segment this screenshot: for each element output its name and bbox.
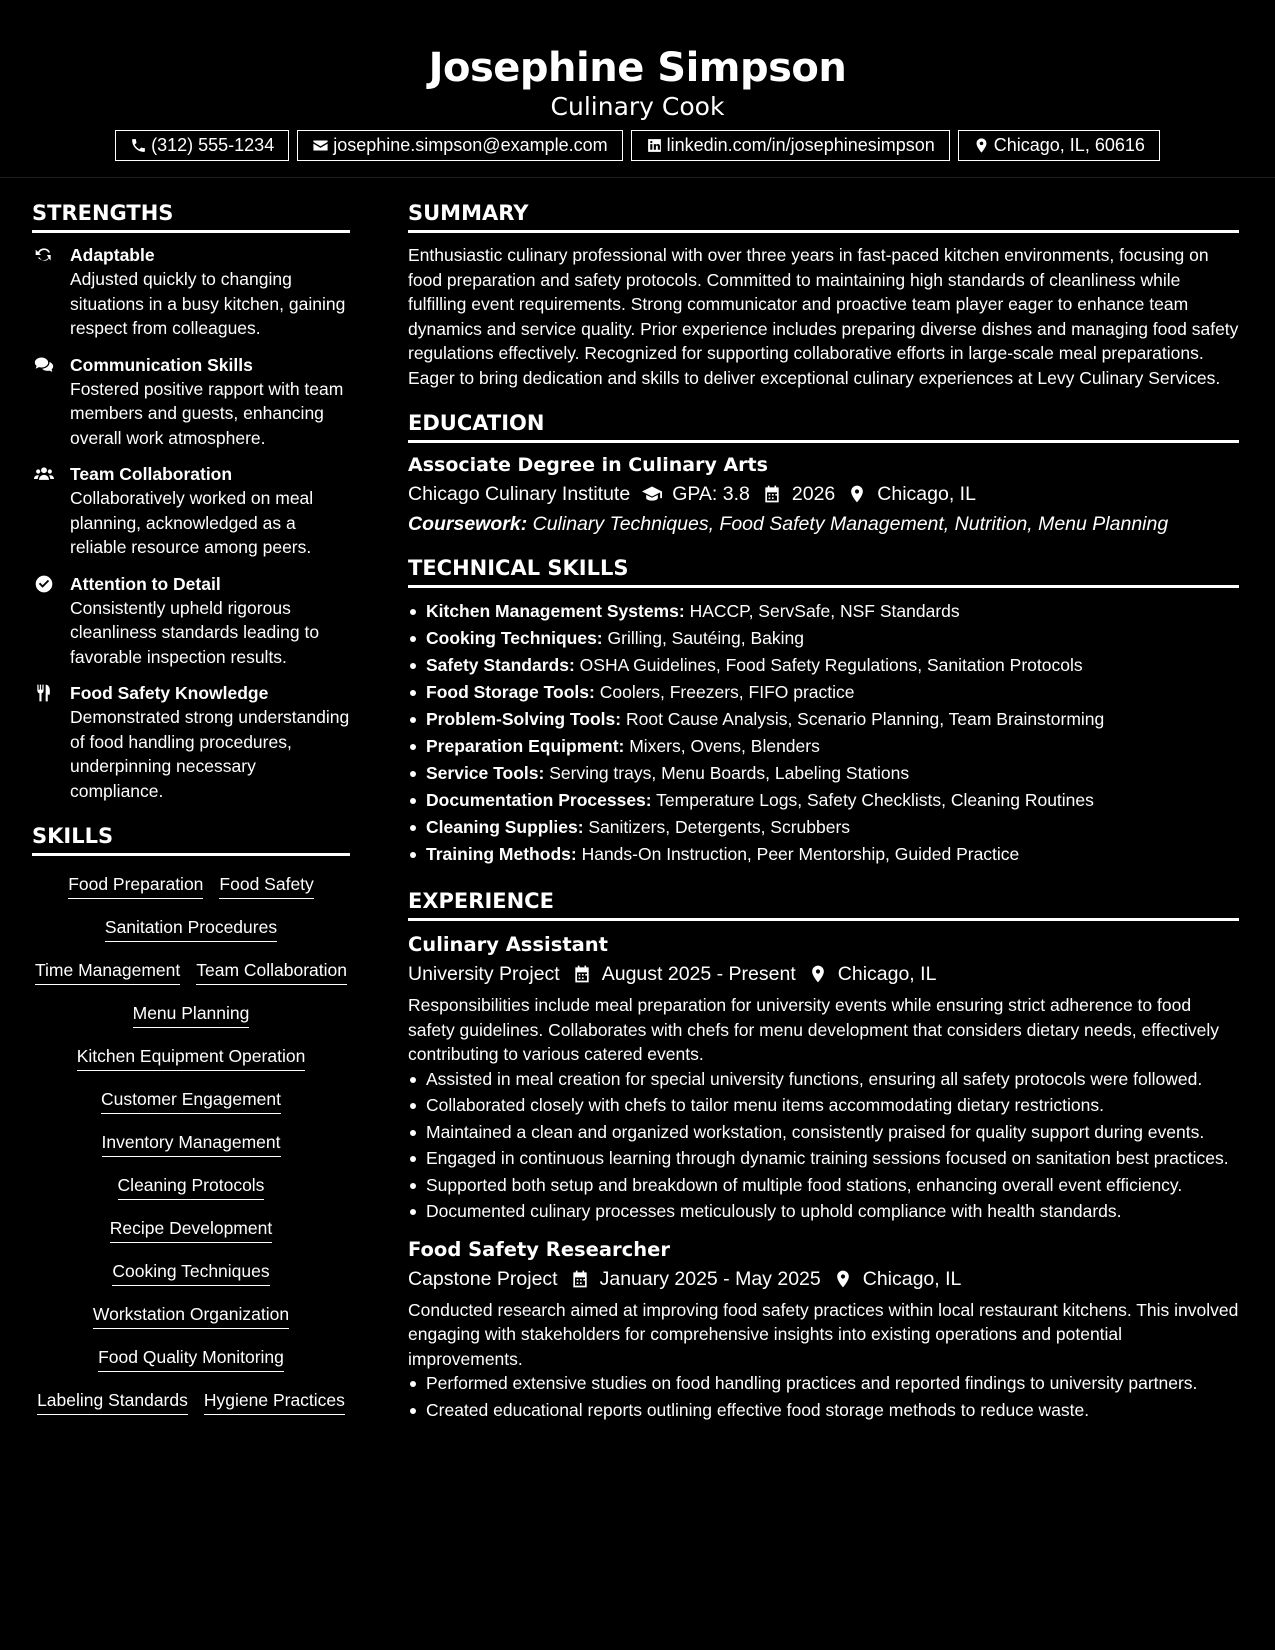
skill-values: Serving trays, Menu Boards, Labeling Stations [549,763,910,783]
coursework [408,509,1239,539]
calendar-icon [572,964,592,984]
strength-title: Adaptable [70,245,155,265]
skill-category: Preparation Equipment: [426,736,625,756]
summary-heading: SUMMARY [408,198,1239,233]
contact-phone[interactable] [115,130,289,161]
skill-tag: Workstation Organization [93,1302,289,1329]
skill-tag: Food Preparation [68,872,203,899]
skill-tag: Sanitation Procedures [105,915,277,942]
users-icon [34,464,54,484]
map-pin-icon [833,1269,853,1289]
strength-item [32,462,350,560]
list-item [408,760,1239,787]
skill-values: Sanitizers, Detergents, Scrubbers [588,817,851,837]
list-item [408,733,1239,760]
contact-email[interactable] [297,130,622,161]
job-meta [408,959,1239,989]
list-item: Created educational reports outlining effective food storage methods to reduce waste. [408,1398,1239,1423]
contact-location[interactable] [958,130,1160,161]
summary-text: Enthusiastic culinary professional with over three years in fast-paced kitchen environments, focusing on food preparation and safety protocols. Committed to maintaining high standards of cleanliness while fulfilling event requirements. Strong communicator and proactive team player eager to enhance team dynamics and service quality. Prior experience includes preparing diverse dishes and managing food safety regulations effectively. Recognized for supporting collaborative efforts in large-scale meal preparations. Eager to bring dedication and skills to deliver exceptional culinary experiences at Levy Culinary Services. [408,245,1239,388]
skill-tag: Cooking Techniques [112,1259,269,1286]
skill-values: Grilling, Sautéing, Baking [607,628,804,648]
strength-desc: Consistently upheld rigorous cleanliness standards leading to favorable inspection results. [70,597,320,667]
skill-values: HACCP, ServSafe, NSF Standards [689,601,960,621]
skill-tag: Team Collaboration [196,958,347,985]
school-name: Chicago Culinary Institute [408,483,631,505]
strength-title: Team Collaboration [70,464,233,484]
gpa: GPA: 3.8 [672,483,750,505]
list-item [408,679,1239,706]
comments-icon [34,355,54,375]
skill-values: Coolers, Freezers, FIFO practice [599,682,855,702]
left-column [32,198,350,1431]
calendar-icon [570,1269,590,1289]
contact-linkedin[interactable] [631,130,950,161]
list-item [408,652,1239,679]
strength-title: Food Safety Knowledge [70,683,269,703]
skill-category: Cleaning Supplies: [426,817,584,837]
phone-icon [130,137,147,154]
strength-item [32,353,350,451]
strength-title: Attention to Detail [70,573,221,594]
skill-tag: Hygiene Practices [204,1388,345,1415]
experience-heading: EXPERIENCE [408,886,1239,921]
contact-bar [0,130,1275,161]
skill-values: Temperature Logs, Safety Checklists, Cleaning Routines [656,790,1094,810]
skill-category: Safety Standards: [426,655,575,675]
skills-list [32,872,350,1431]
skill-category: Kitchen Management Systems: [426,601,685,621]
skill-values: Hands-On Instruction, Peer Mentorship, Guided Practice [581,844,1020,864]
technical-skills-heading: TECHNICAL SKILLS [408,553,1239,588]
list-item: Documented culinary processes meticulously to uphold compliance with health standards. [408,1199,1239,1224]
skill-category: Documentation Processes: [426,790,652,810]
skill-tag: Labeling Standards [37,1388,188,1415]
skill-tag: Recipe Development [110,1216,272,1243]
list-item [408,841,1239,868]
skill-tag: Menu Planning [133,1001,250,1028]
strength-item [32,681,350,803]
envelope-icon [312,137,329,154]
skill-tag: Time Management [35,958,180,985]
skill-category: Training Methods: [426,844,577,864]
right-column [408,198,1239,1434]
job-description: Responsibilities include meal preparation for university events while ensuring strict adherence to food safety guidelines. Collaborates with chefs for menu development that considers dietary needs, effectively contributing to various catered events. [408,995,1219,1064]
job-location: Chicago, IL [862,1267,962,1290]
strength-title: Communication Skills [70,354,253,375]
list-item: Performed extensive studies on food handling practices and reported findings to university partners. [408,1371,1239,1396]
degree-title: Associate Degree in Culinary Arts [408,454,768,476]
candidate-name: Josephine Simpson [428,45,847,91]
list-item: Maintained a clean and organized workstation, consistently praised for quality support during events. [408,1120,1239,1145]
skill-category: Cooking Techniques: [426,628,603,648]
phone-text: (312) 555-1234 [151,135,275,155]
strength-item [32,572,350,670]
skill-tag: Food Quality Monitoring [98,1345,284,1372]
graduation-cap-icon [642,484,662,504]
skills-heading: SKILLS [32,821,350,856]
graduation-year: 2026 [791,483,836,505]
list-item: Engaged in continuous learning through dynamic training sessions focused on sanitation best practices. [408,1146,1239,1171]
skill-values: Mixers, Ovens, Blenders [629,736,820,756]
calendar-icon [762,484,782,504]
education-heading: EDUCATION [408,408,1239,443]
list-item [408,625,1239,652]
job-bullets [408,1067,1239,1224]
skill-tag: Food Safety [219,872,313,899]
map-pin-icon [973,137,990,154]
job-entry [408,1236,1239,1423]
candidate-title: Culinary Cook [550,92,725,121]
map-pin-icon [847,484,867,504]
strength-desc: Fostered positive rapport with team members and guests, enhancing overall work atmosphere. [70,378,344,448]
strengths-heading: STRENGTHS [32,198,350,233]
sync-icon [34,245,54,265]
skill-values: Root Cause Analysis, Scenario Planning, Team Brainstorming [625,709,1105,729]
job-meta [408,1264,1239,1294]
location-text: Chicago, IL, 60616 [993,135,1145,155]
coursework-label: Coursework: [408,513,528,535]
skill-values: OSHA Guidelines, Food Safety Regulations, Sanitation Protocols [579,655,1083,675]
job-title: Food Safety Researcher [408,1237,670,1261]
job-org: Capstone Project [408,1267,558,1290]
job-location: Chicago, IL [837,963,937,985]
coursework-list: Culinary Techniques, Food Safety Management, Nutrition, Menu Planning [532,513,1169,535]
list-item [408,598,1239,625]
technical-skills-list [408,598,1239,868]
job-description: Conducted research aimed at improving food safety practices within local restaurant kitchens. This involved engaging with stakeholders for comprehensive insights into existing operations and potential improvements. [408,1299,1239,1369]
list-item [408,814,1239,841]
linkedin-text: linkedin.com/in/josephinesimpson [666,135,935,155]
school-location: Chicago, IL [877,483,976,505]
list-item: Collaborated closely with chefs to tailor menu items accommodating dietary restrictions. [408,1093,1239,1118]
skill-tag: Cleaning Protocols [118,1173,265,1200]
list-item [408,787,1239,814]
skill-category: Problem-Solving Tools: [426,709,622,729]
linkedin-icon [646,137,663,154]
strength-desc: Collaboratively worked on meal planning, acknowledged as a reliable resource among peers. [70,488,314,557]
education-meta [408,479,1239,509]
strength-desc: Adjusted quickly to changing situations in a busy kitchen, gaining respect from colleagues. [70,269,346,338]
job-dates: August 2025 - Present [601,963,796,985]
map-pin-icon [808,964,828,984]
skill-tag: Customer Engagement [101,1087,281,1114]
utensils-icon [34,683,54,703]
job-dates: January 2025 - May 2025 [599,1267,821,1290]
list-item [408,706,1239,733]
job-bullets [408,1371,1239,1422]
strength-item [32,243,350,341]
list-item: Assisted in meal creation for special university functions, ensuring all safety protocols were followed. [408,1067,1239,1092]
strength-desc: Demonstrated strong understanding of food handling procedures, underpinning necessary compliance. [70,707,350,801]
job-org: University Project [408,963,560,985]
skill-category: Service Tools: [426,763,545,783]
skill-tag: Inventory Management [102,1130,281,1157]
job-title: Culinary Assistant [408,933,608,956]
resume-header [0,0,1275,178]
list-item: Supported both setup and breakdown of multiple food stations, enhancing overall event efficiency. [408,1173,1239,1198]
job-entry [408,931,1239,1224]
skill-category: Food Storage Tools: [426,682,595,702]
check-circle-icon [34,574,54,594]
email-text: josephine.simpson@example.com [333,135,608,155]
skill-tag: Kitchen Equipment Operation [77,1044,306,1071]
